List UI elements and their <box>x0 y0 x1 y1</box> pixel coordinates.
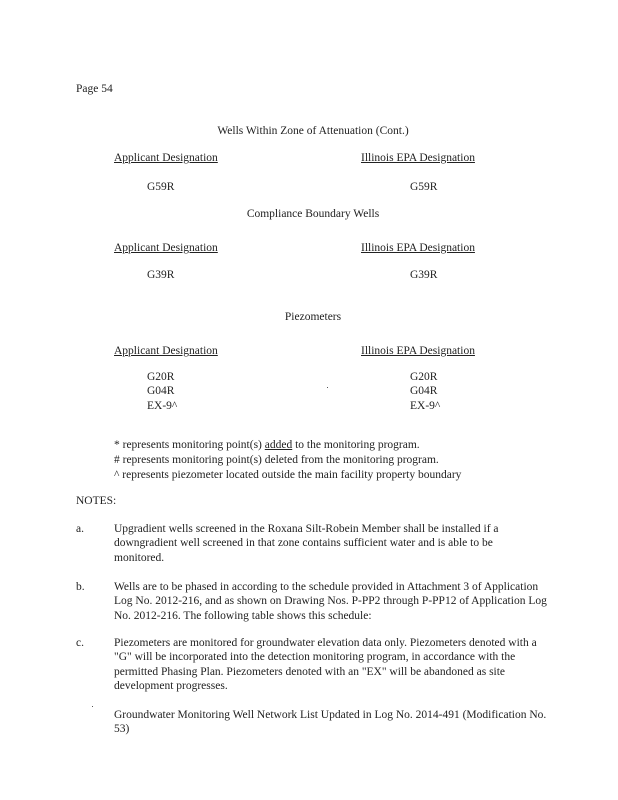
update-note: Groundwater Monitoring Well Network List Updated in Log No. 2014-491 (Modification No. 53) <box>114 709 547 736</box>
epa-well-id: G39R <box>410 269 438 281</box>
applicant-designation-header: Applicant Designation <box>114 152 218 164</box>
epa-well-id: EX-9^ <box>410 400 441 412</box>
legend-added: * represents monitoring point(s) added to the monitoring program. <box>114 439 420 451</box>
illinois-epa-designation-header: Illinois EPA Designation <box>361 345 475 357</box>
section-title-compliance-boundary: Compliance Boundary Wells <box>246 208 380 220</box>
legend-outside-boundary: ^ represents piezometer located outside the main facility property boundary <box>114 469 462 481</box>
epa-well-id: G04R <box>410 385 438 397</box>
section-title-zone-of-attenuation: Wells Within Zone of Attenuation (Cont.) <box>217 125 409 137</box>
illinois-epa-designation-header: Illinois EPA Designation <box>361 152 475 164</box>
scan-speck <box>327 387 328 388</box>
applicant-designation-header: Applicant Designation <box>114 345 218 357</box>
epa-well-id: G59R <box>410 181 438 193</box>
note-text: Wells are to be phased in according to the schedule provided in Attachment 3 of Application Log No. 2012-216, and as shown on Drawing Nos. P-PP2 through P-PP12 of Application Log No. 2012-216. The following table shows this schedule: <box>114 581 547 622</box>
applicant-well-id: G59R <box>147 181 175 193</box>
scan-speck <box>92 706 93 707</box>
epa-well-id: G20R <box>410 371 438 383</box>
note-text: Upgradient wells screened in the Roxana Silt-Robein Member shall be installed if a downgradient well screened in that zone contains sufficient water and is able to be monitored. <box>114 523 499 564</box>
note-label: b. <box>76 581 85 593</box>
applicant-well-id: EX-9^ <box>147 400 178 412</box>
note-label: c. <box>76 637 84 649</box>
applicant-well-id: G20R <box>147 371 175 383</box>
note-label: a. <box>76 523 84 535</box>
applicant-designation-header: Applicant Designation <box>114 242 218 254</box>
legend-deleted: # represents monitoring point(s) deleted from the monitoring program. <box>114 454 439 466</box>
section-title-piezometers: Piezometers <box>284 311 342 323</box>
notes-heading: NOTES: <box>76 495 117 507</box>
page-number: Page 54 <box>76 83 113 95</box>
applicant-well-id: G39R <box>147 269 175 281</box>
note-text: Piezometers are monitored for groundwater elevation data only. Piezometers denoted with a "G" will be incorporated into the detection monitoring program, in accordance with the permitted Phasing Plan. Piezometers denoted with an "EX" will be abandoned as site development progresses. <box>114 637 537 693</box>
applicant-well-id: G04R <box>147 385 175 397</box>
illinois-epa-designation-header: Illinois EPA Designation <box>361 242 475 254</box>
